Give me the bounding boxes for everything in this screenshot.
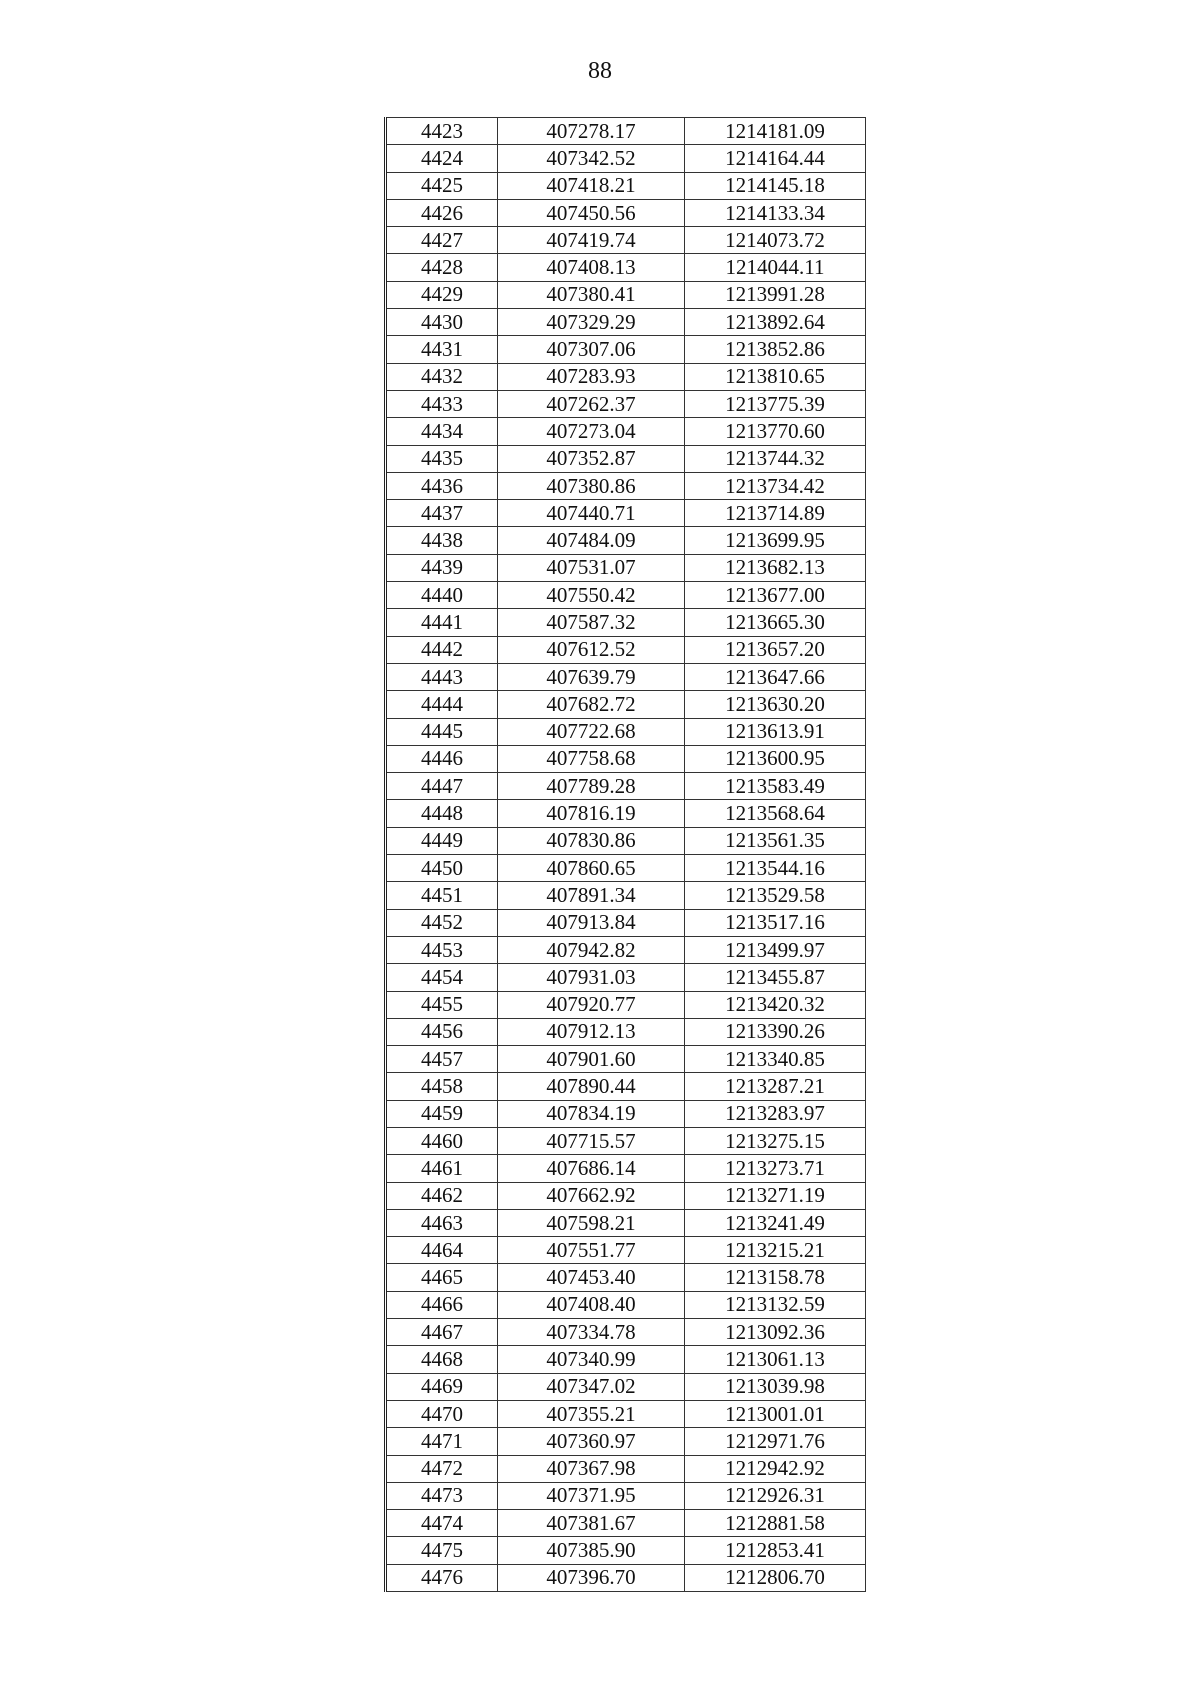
y-coordinate-cell: 1213665.30 (685, 609, 866, 636)
y-coordinate-cell: 1213583.49 (685, 773, 866, 800)
x-coordinate-cell: 407385.90 (498, 1537, 685, 1564)
table-row (386, 609, 866, 636)
table-row (386, 691, 866, 718)
table-row (386, 363, 866, 390)
x-coordinate-cell: 407551.77 (498, 1237, 685, 1264)
table-row (386, 418, 866, 445)
y-coordinate-cell: 1213647.66 (685, 663, 866, 690)
table-row (386, 227, 866, 254)
y-coordinate-cell: 1213273.71 (685, 1155, 866, 1182)
y-coordinate-cell: 1213001.01 (685, 1400, 866, 1427)
table-row (386, 1400, 866, 1427)
table-row (386, 1346, 866, 1373)
y-coordinate-cell: 1213699.95 (685, 527, 866, 554)
x-coordinate-cell: 407860.65 (498, 855, 685, 882)
y-coordinate-cell: 1213630.20 (685, 691, 866, 718)
x-coordinate-cell: 407912.13 (498, 1018, 685, 1045)
point-number-cell: 4462 (386, 1182, 498, 1209)
point-number-cell: 4471 (386, 1428, 498, 1455)
x-coordinate-cell: 407758.68 (498, 745, 685, 772)
x-coordinate-cell: 407662.92 (498, 1182, 685, 1209)
y-coordinate-cell: 1214145.18 (685, 172, 866, 199)
y-coordinate-cell: 1213734.42 (685, 472, 866, 499)
table-row (386, 745, 866, 772)
point-number-cell: 4435 (386, 445, 498, 472)
point-number-cell: 4433 (386, 390, 498, 417)
point-number-cell: 4450 (386, 855, 498, 882)
point-number-cell: 4468 (386, 1346, 498, 1373)
y-coordinate-cell: 1213215.21 (685, 1237, 866, 1264)
y-coordinate-cell: 1212971.76 (685, 1428, 866, 1455)
table-row (386, 254, 866, 281)
x-coordinate-cell: 407283.93 (498, 363, 685, 390)
y-coordinate-cell: 1213039.98 (685, 1373, 866, 1400)
point-number-cell: 4472 (386, 1455, 498, 1482)
y-coordinate-cell: 1213852.86 (685, 336, 866, 363)
x-coordinate-cell: 407408.13 (498, 254, 685, 281)
table-row (386, 1373, 866, 1400)
point-number-cell: 4457 (386, 1046, 498, 1073)
x-coordinate-cell: 407355.21 (498, 1400, 685, 1427)
table-row (386, 336, 866, 363)
point-number-cell: 4425 (386, 172, 498, 199)
table-row (386, 800, 866, 827)
x-coordinate-cell: 407340.99 (498, 1346, 685, 1373)
table-row (386, 390, 866, 417)
point-number-cell: 4444 (386, 691, 498, 718)
y-coordinate-cell: 1214073.72 (685, 227, 866, 254)
x-coordinate-cell: 407920.77 (498, 991, 685, 1018)
y-coordinate-cell: 1213271.19 (685, 1182, 866, 1209)
y-coordinate-cell: 1213455.87 (685, 964, 866, 991)
y-coordinate-cell: 1213991.28 (685, 281, 866, 308)
x-coordinate-cell: 407890.44 (498, 1073, 685, 1100)
x-coordinate-cell: 407612.52 (498, 636, 685, 663)
x-coordinate-cell: 407639.79 (498, 663, 685, 690)
x-coordinate-cell: 407830.86 (498, 827, 685, 854)
y-coordinate-cell: 1212881.58 (685, 1510, 866, 1537)
y-coordinate-cell: 1213775.39 (685, 390, 866, 417)
table-row (386, 281, 866, 308)
x-coordinate-cell: 407722.68 (498, 718, 685, 745)
y-coordinate-cell: 1213568.64 (685, 800, 866, 827)
coordinate-table (384, 117, 866, 1592)
point-number-cell: 4470 (386, 1400, 498, 1427)
table-row (386, 827, 866, 854)
y-coordinate-cell: 1213892.64 (685, 309, 866, 336)
point-number-cell: 4476 (386, 1564, 498, 1591)
x-coordinate-cell: 407453.40 (498, 1264, 685, 1291)
table-row (386, 445, 866, 472)
y-coordinate-cell: 1214181.09 (685, 118, 866, 145)
coordinate-table-body (386, 118, 866, 1592)
point-number-cell: 4446 (386, 745, 498, 772)
y-coordinate-cell: 1212942.92 (685, 1455, 866, 1482)
point-number-cell: 4451 (386, 882, 498, 909)
table-row (386, 1537, 866, 1564)
point-number-cell: 4434 (386, 418, 498, 445)
table-row (386, 1127, 866, 1154)
x-coordinate-cell: 407484.09 (498, 527, 685, 554)
point-number-cell: 4461 (386, 1155, 498, 1182)
table-row (386, 199, 866, 226)
table-row (386, 1510, 866, 1537)
y-coordinate-cell: 1212926.31 (685, 1482, 866, 1509)
table-row (386, 472, 866, 499)
table-row (386, 1455, 866, 1482)
x-coordinate-cell: 407360.97 (498, 1428, 685, 1455)
x-coordinate-cell: 407371.95 (498, 1482, 685, 1509)
table-row (386, 145, 866, 172)
y-coordinate-cell: 1213340.85 (685, 1046, 866, 1073)
y-coordinate-cell: 1213714.89 (685, 500, 866, 527)
point-number-cell: 4437 (386, 500, 498, 527)
point-number-cell: 4441 (386, 609, 498, 636)
table-row (386, 1237, 866, 1264)
x-coordinate-cell: 407278.17 (498, 118, 685, 145)
table-row (386, 1264, 866, 1291)
x-coordinate-cell: 407931.03 (498, 964, 685, 991)
point-number-cell: 4456 (386, 1018, 498, 1045)
x-coordinate-cell: 407682.72 (498, 691, 685, 718)
table-row (386, 527, 866, 554)
point-number-cell: 4467 (386, 1319, 498, 1346)
y-coordinate-cell: 1213420.32 (685, 991, 866, 1018)
x-coordinate-cell: 407891.34 (498, 882, 685, 909)
table-row (386, 1046, 866, 1073)
x-coordinate-cell: 407789.28 (498, 773, 685, 800)
table-row (386, 663, 866, 690)
table-row (386, 1209, 866, 1236)
point-number-cell: 4436 (386, 472, 498, 499)
x-coordinate-cell: 407715.57 (498, 1127, 685, 1154)
y-coordinate-cell: 1213390.26 (685, 1018, 866, 1045)
point-number-cell: 4442 (386, 636, 498, 663)
x-coordinate-cell: 407380.41 (498, 281, 685, 308)
point-number-cell: 4452 (386, 909, 498, 936)
y-coordinate-cell: 1213061.13 (685, 1346, 866, 1373)
table-row (386, 1182, 866, 1209)
point-number-cell: 4448 (386, 800, 498, 827)
point-number-cell: 4460 (386, 1127, 498, 1154)
point-number-cell: 4438 (386, 527, 498, 554)
x-coordinate-cell: 407307.06 (498, 336, 685, 363)
x-coordinate-cell: 407381.67 (498, 1510, 685, 1537)
x-coordinate-cell: 407334.78 (498, 1319, 685, 1346)
x-coordinate-cell: 407418.21 (498, 172, 685, 199)
point-number-cell: 4458 (386, 1073, 498, 1100)
table-row (386, 855, 866, 882)
point-number-cell: 4440 (386, 582, 498, 609)
y-coordinate-cell: 1213561.35 (685, 827, 866, 854)
table-row (386, 309, 866, 336)
table-row (386, 991, 866, 1018)
x-coordinate-cell: 407834.19 (498, 1100, 685, 1127)
x-coordinate-cell: 407262.37 (498, 390, 685, 417)
point-number-cell: 4423 (386, 118, 498, 145)
point-number-cell: 4443 (386, 663, 498, 690)
point-number-cell: 4424 (386, 145, 498, 172)
x-coordinate-cell: 407587.32 (498, 609, 685, 636)
y-coordinate-cell: 1214164.44 (685, 145, 866, 172)
x-coordinate-cell: 407440.71 (498, 500, 685, 527)
point-number-cell: 4445 (386, 718, 498, 745)
x-coordinate-cell: 407531.07 (498, 554, 685, 581)
point-number-cell: 4431 (386, 336, 498, 363)
y-coordinate-cell: 1213810.65 (685, 363, 866, 390)
table-row (386, 554, 866, 581)
table-row (386, 964, 866, 991)
y-coordinate-cell: 1213744.32 (685, 445, 866, 472)
point-number-cell: 4430 (386, 309, 498, 336)
x-coordinate-cell: 407901.60 (498, 1046, 685, 1073)
x-coordinate-cell: 407396.70 (498, 1564, 685, 1591)
x-coordinate-cell: 407329.29 (498, 309, 685, 336)
x-coordinate-cell: 407347.02 (498, 1373, 685, 1400)
x-coordinate-cell: 407342.52 (498, 145, 685, 172)
table-row (386, 882, 866, 909)
y-coordinate-cell: 1213275.15 (685, 1127, 866, 1154)
table-row (386, 1100, 866, 1127)
point-number-cell: 4426 (386, 199, 498, 226)
x-coordinate-cell: 407352.87 (498, 445, 685, 472)
table-row (386, 582, 866, 609)
point-number-cell: 4453 (386, 936, 498, 963)
y-coordinate-cell: 1213600.95 (685, 745, 866, 772)
y-coordinate-cell: 1213529.58 (685, 882, 866, 909)
point-number-cell: 4464 (386, 1237, 498, 1264)
point-number-cell: 4447 (386, 773, 498, 800)
x-coordinate-cell: 407942.82 (498, 936, 685, 963)
x-coordinate-cell: 407408.40 (498, 1291, 685, 1318)
y-coordinate-cell: 1213092.36 (685, 1319, 866, 1346)
y-coordinate-cell: 1214044.11 (685, 254, 866, 281)
y-coordinate-cell: 1213544.16 (685, 855, 866, 882)
table-row (386, 936, 866, 963)
x-coordinate-cell: 407913.84 (498, 909, 685, 936)
point-number-cell: 4427 (386, 227, 498, 254)
table-row (386, 118, 866, 145)
table-row (386, 909, 866, 936)
x-coordinate-cell: 407380.86 (498, 472, 685, 499)
table-row (386, 500, 866, 527)
point-number-cell: 4428 (386, 254, 498, 281)
y-coordinate-cell: 1213770.60 (685, 418, 866, 445)
x-coordinate-cell: 407273.04 (498, 418, 685, 445)
point-number-cell: 4432 (386, 363, 498, 390)
point-number-cell: 4449 (386, 827, 498, 854)
x-coordinate-cell: 407367.98 (498, 1455, 685, 1482)
table-row (386, 1018, 866, 1045)
table-row (386, 1482, 866, 1509)
y-coordinate-cell: 1213132.59 (685, 1291, 866, 1318)
point-number-cell: 4463 (386, 1209, 498, 1236)
x-coordinate-cell: 407816.19 (498, 800, 685, 827)
y-coordinate-cell: 1212853.41 (685, 1537, 866, 1564)
point-number-cell: 4469 (386, 1373, 498, 1400)
y-coordinate-cell: 1213499.97 (685, 936, 866, 963)
x-coordinate-cell: 407450.56 (498, 199, 685, 226)
y-coordinate-cell: 1213517.16 (685, 909, 866, 936)
x-coordinate-cell: 407550.42 (498, 582, 685, 609)
table-row (386, 1291, 866, 1318)
y-coordinate-cell: 1213657.20 (685, 636, 866, 663)
y-coordinate-cell: 1213677.00 (685, 582, 866, 609)
y-coordinate-cell: 1213287.21 (685, 1073, 866, 1100)
point-number-cell: 4454 (386, 964, 498, 991)
table-row (386, 1428, 866, 1455)
y-coordinate-cell: 1213283.97 (685, 1100, 866, 1127)
table-row (386, 1073, 866, 1100)
table-row (386, 773, 866, 800)
point-number-cell: 4439 (386, 554, 498, 581)
point-number-cell: 4459 (386, 1100, 498, 1127)
table-row (386, 1319, 866, 1346)
point-number-cell: 4465 (386, 1264, 498, 1291)
y-coordinate-cell: 1213241.49 (685, 1209, 866, 1236)
table-row (386, 718, 866, 745)
x-coordinate-cell: 407419.74 (498, 227, 685, 254)
point-number-cell: 4475 (386, 1537, 498, 1564)
x-coordinate-cell: 407598.21 (498, 1209, 685, 1236)
table-row (386, 172, 866, 199)
table-row (386, 1155, 866, 1182)
page-number: 88 (588, 58, 612, 84)
y-coordinate-cell: 1212806.70 (685, 1564, 866, 1591)
y-coordinate-cell: 1213158.78 (685, 1264, 866, 1291)
point-number-cell: 4429 (386, 281, 498, 308)
x-coordinate-cell: 407686.14 (498, 1155, 685, 1182)
point-number-cell: 4473 (386, 1482, 498, 1509)
table-row (386, 636, 866, 663)
point-number-cell: 4455 (386, 991, 498, 1018)
point-number-cell: 4474 (386, 1510, 498, 1537)
point-number-cell: 4466 (386, 1291, 498, 1318)
y-coordinate-cell: 1213682.13 (685, 554, 866, 581)
table-row (386, 1564, 866, 1591)
y-coordinate-cell: 1213613.91 (685, 718, 866, 745)
y-coordinate-cell: 1214133.34 (685, 199, 866, 226)
